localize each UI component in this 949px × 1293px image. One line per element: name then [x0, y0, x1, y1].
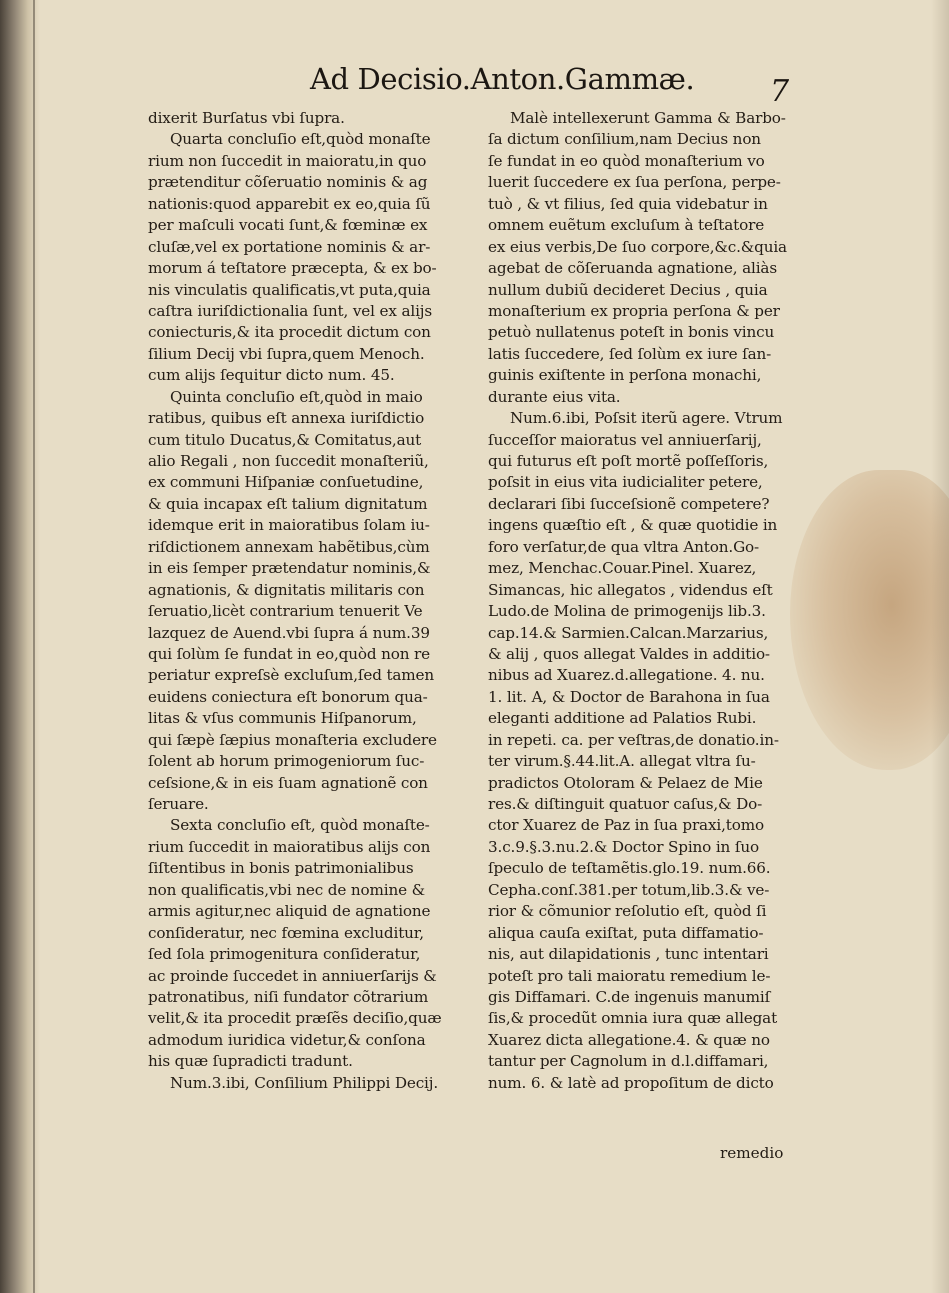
text-line: Malè intellexerunt Gamma & Barbo- [510, 109, 786, 127]
text-line: per maſculi vocati ſunt,& fœminæ ex [148, 216, 428, 235]
text-line: coniecturis,& ita procedit dictum con [148, 323, 431, 342]
text-line: declarari ſibi ſucceſsionẽ competere? [488, 494, 770, 513]
text-line: velit,& ita procedit præſẽs deciſio,quæ [148, 1009, 442, 1028]
text-line: ſis,& procedũt omnia iura quæ allegat [488, 1009, 778, 1028]
text-line: ac proinde ſuccedet in anniuerſarijs & [148, 966, 437, 985]
text-line: guinis exiſtente in perſona monachi, [488, 366, 762, 385]
text-line: pradictos Otoloram & Pelaez de Mie [488, 773, 763, 792]
text-line: monaſterium ex propria perſona & per [488, 301, 780, 320]
text-line: nationis:quod apparebit ex eo,quia ſũ [148, 194, 431, 213]
text-line: ſiſtentibus in bonis patrimonialibus [148, 859, 414, 878]
text-line: cluſæ,vel ex portatione nominis & ar- [148, 237, 431, 256]
text-line: ceſsione,& in eis ſuam agnationẽ con [148, 773, 428, 792]
text-line: ſpeculo de teſtamẽtis.glo.19. num.66. [488, 859, 771, 878]
text-line: omnem euẽtum excluſum à teſtatore [488, 216, 765, 235]
text-line: qui ſæpè ſæpius monaſteria excludere [148, 730, 437, 749]
text-line: luerit ſuccedere ex ſua perſona, perpe- [488, 173, 781, 192]
text-line: aliqua cauſa exiſtat, puta diffamatio- [488, 923, 764, 942]
text-line: cum titulo Ducatus,& Comitatus,aut [148, 430, 422, 449]
page-edge-shade [931, 0, 949, 1293]
text-line: qui futurus eſt poſt mortẽ poſſeſſoris, [488, 452, 769, 470]
text-line: ſed ſola primogenitura conſideratur, [148, 945, 421, 964]
text-line: tuò , & vt filius, ſed quia videbatur in [488, 194, 768, 213]
text-line: Ludo.de Molina de primogenijs lib.3. [488, 602, 766, 621]
text-line: rium ſuccedit in maioratibus alijs con [148, 837, 431, 856]
text-line: in eis ſemper prætendatur nominis,& [148, 559, 431, 578]
text-line: rium non ſuccedit in maioratu,in quo [148, 151, 427, 170]
text-line: durante eius vita. [488, 387, 621, 406]
text-line: rior & cõmunior reſolutio eſt, quòd ſi [488, 902, 767, 921]
text-line: prætenditur cõſeruatio nominis & ag [148, 173, 428, 192]
text-line: nibus ad Xuarez.d.allegatione. 4. nu. [488, 666, 765, 685]
text-line: tantur per Cagnolum in d.l.diffamari, [488, 1052, 769, 1071]
text-line: & alij , quos allegat Valdes in additio- [488, 644, 770, 663]
text-line: ter virum.§.44.lit.A. allegat vltra ſu- [488, 752, 756, 771]
text-line: poteſt pro tali maioratu remedium le- [488, 966, 771, 985]
text-line: ſilium Decij vbi ſupra,quem Menoch. [148, 344, 425, 363]
text-line: cum alijs ſequitur dicto num. 45. [148, 366, 395, 385]
text-line: riſdictionem annexam habẽtibus,cùm [148, 537, 430, 556]
text-line: nis vinculatis qualificatis,vt puta,quia [148, 280, 431, 299]
text-line: 1. lit. A, & Doctor de Barahona in ſua [488, 687, 770, 706]
text-line: conſideratur, nec fœmina excluditur, [148, 923, 424, 942]
text-line: Sexta concluſio eſt, quòd monaſte- [170, 816, 430, 835]
text-line: agebat de cõſeruanda agnatione, aliàs [488, 259, 777, 278]
text-line: alio Regali , non ſuccedit monaſteriũ, [148, 452, 429, 470]
text-line: ex eius verbis,De ſuo corpore,&c.&quia [488, 237, 787, 256]
text-line: latis ſuccedere, ſed ſolùm ex iure ſan- [488, 344, 772, 363]
text-line: Simancas, hic allegatos , videndus eſt [488, 580, 773, 599]
text-line: & quia incapax eſt talium dignitatum [148, 494, 428, 513]
text-line: Quarta concluſio eſt,quòd monaſte [170, 130, 431, 149]
right-column [488, 108, 798, 1094]
text-line: ſa dictum conſilium,nam Decius non [488, 130, 761, 149]
text-line: ratibus, quibus eſt annexa iuriſdictio [148, 409, 425, 428]
text-line: 3.c.9.§.3.nu.2.& Doctor Spino in ſuo [488, 837, 759, 856]
text-line: Num.3.ibi, Conſilium Philippi Decij. [170, 1073, 438, 1092]
text-line: Xuarez dicta allegatione.4. & quæ no [488, 1030, 770, 1049]
text-line: cap.14.& Sarmien.Calcan.Marzarius, [488, 623, 769, 642]
text-line: ſolent ab horum primogeniorum ſuc- [148, 752, 425, 771]
text-line: ex communi Hiſpaniæ conſuetudine, [148, 473, 424, 492]
text-line: Quinta concluſio eſt,quòd in maio [170, 387, 423, 406]
gutter-shadow-line [33, 0, 35, 1293]
text-line: periatur expreſsè excluſum,ſed tamen [148, 666, 435, 685]
text-line: idemque erit in maioratibus ſolam iu- [148, 516, 430, 535]
text-line: nis, aut dilapidationis , tunc intentari [488, 945, 769, 964]
text-line: euidens coniectura eſt bonorum qua- [148, 687, 428, 706]
text-line: patronatibus, niſi fundator cõtrarium [148, 987, 429, 1006]
text-line: nullum dubiũ decideret Decius , quia [488, 280, 768, 299]
water-stain [790, 470, 949, 770]
text-line: eleganti additione ad Palatios Rubi. [488, 709, 757, 728]
text-line: dixerit Burſatus vbi ſupra. [148, 109, 345, 127]
text-line: non qualificatis,vbi nec de nomine & [148, 880, 425, 899]
text-line: ingens quæſtio eſt , & quæ quotidie in [488, 516, 778, 535]
text-line: admodum iuridica videtur,& conſona [148, 1030, 426, 1049]
text-line: ctor Xuarez de Paz in ſua praxi,tomo [488, 816, 764, 835]
text-line: qui ſolùm ſe fundat in eo,quòd non re [148, 644, 431, 663]
text-line: litas & vſus communis Hiſpanorum, [148, 709, 417, 728]
text-line: morum á teſtatore præcepta, & ex bo- [148, 259, 437, 278]
text-line: ſeruare. [148, 795, 209, 813]
text-line: num. 6. & latè ad propoſitum de dicto [488, 1073, 774, 1092]
text-line: res.& diſtinguit quatuor caſus,& Do- [488, 795, 763, 813]
text-line: his quæ ſupradicti tradunt. [148, 1052, 353, 1071]
text-line: ſe fundat in eo quòd monaſterium vo [488, 151, 765, 170]
text-line: foro verſatur,de qua vltra Anton.Go- [488, 537, 760, 556]
left-column [148, 108, 468, 1094]
text-line: Cepha.conſ.381.per totum,lib.3.& ve- [488, 880, 770, 899]
text-line: ſeruatio,licèt contrarium tenuerit Ve [148, 602, 423, 621]
text-line: agnationis, & dignitatis militaris con [148, 580, 425, 599]
text-line: petuò nullatenus poteſt in bonis vincu [488, 323, 775, 342]
text-line: Num.6.ibi, Poſsit iterũ agere. Vtrum [510, 409, 783, 428]
folio-number: 7 [770, 74, 790, 109]
running-title: Ad Decisio.Anton.Gammæ. [310, 62, 695, 96]
text-line: ſucceſſor maioratus vel anniuerſarij, [488, 430, 762, 449]
text-line: lazquez de Auend.vbi ſupra á num.39 [148, 623, 430, 642]
catchword: remedio [720, 1144, 784, 1162]
text-line: armis agitur,nec aliquid de agnatione [148, 902, 431, 921]
text-line: mez, Menchac.Couar.Pinel. Xuarez, [488, 559, 757, 578]
text-line: caſtra iuriſdictionalia ſunt, vel ex alijs [148, 301, 432, 320]
text-line: gis Diffamari. C.de ingenuis manumiſ [488, 987, 771, 1006]
text-line: in repeti. ca. per veſtras,de donatio.in- [488, 730, 779, 749]
text-line: poſsit in eius vita iudicialiter petere, [488, 473, 763, 492]
